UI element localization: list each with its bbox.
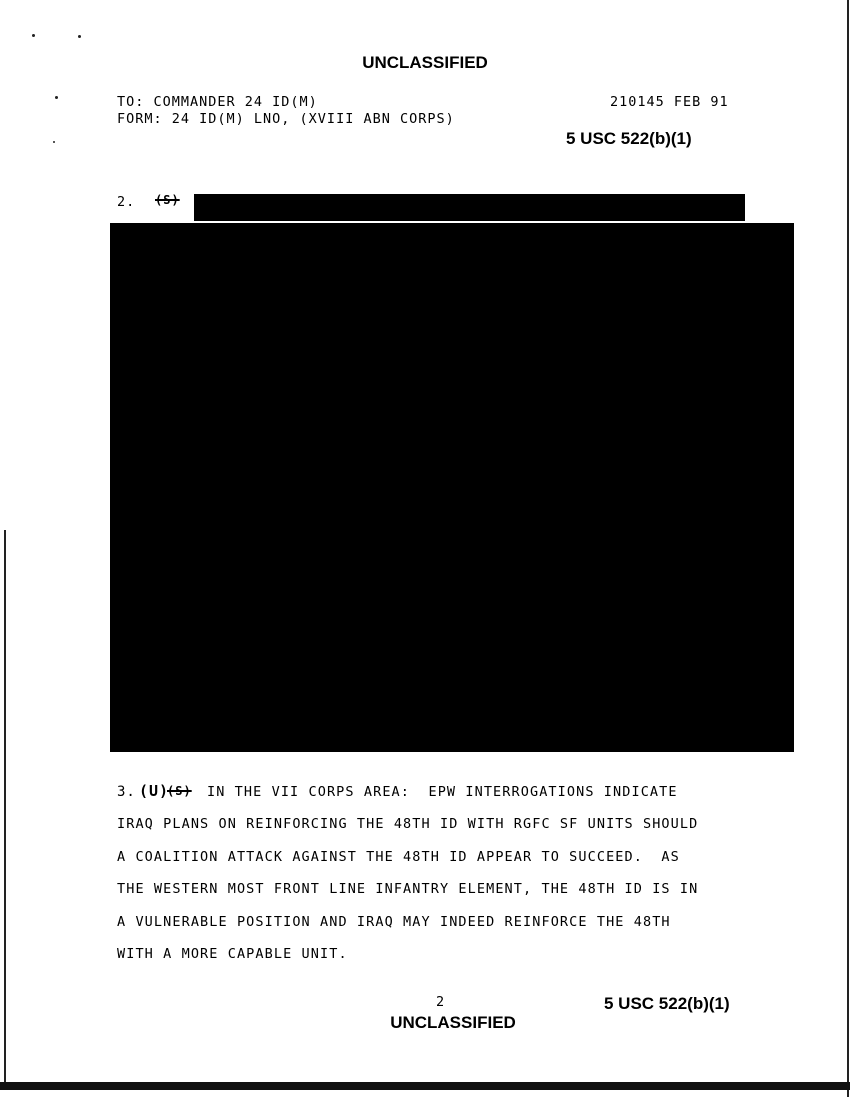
- scan-speck: [53, 141, 55, 143]
- scan-edge-bottom: [0, 1082, 850, 1090]
- classification-banner-top: UNCLASSIFIED: [362, 53, 488, 72]
- exemption-stamp-top: 5 USC 522(b)(1): [566, 129, 692, 148]
- para3-line: A VULNERABLE POSITION AND IRAQ MAY INDEED REINFORCE THE 48TH: [117, 914, 671, 930]
- page-number: 2: [436, 994, 446, 1010]
- scan-edge-left: [4, 530, 6, 1090]
- para3-line: A COALITION ATTACK AGAINST THE 48TH ID APPEAR TO SUCCEED. AS: [117, 849, 680, 865]
- para3-line: THE WESTERN MOST FRONT LINE INFANTRY ELEMENT, THE 48TH ID IS IN: [117, 881, 699, 897]
- para2-number: 2.: [117, 194, 136, 210]
- redaction-block-heading: [194, 194, 745, 221]
- para3-line: IN THE VII CORPS AREA: EPW INTERROGATIONS INDICATE: [207, 784, 678, 800]
- para3-line: WITH A MORE CAPABLE UNIT.: [117, 946, 348, 962]
- classification-banner-bottom: UNCLASSIFIED: [390, 1013, 516, 1032]
- scan-speck: [55, 96, 58, 99]
- from-line: FORM: 24 ID(M) LNO, (XVIII ABN CORPS): [117, 111, 455, 127]
- redaction-block-body: [110, 223, 794, 752]
- para2-struck-marking: (S): [155, 193, 180, 207]
- para3-line: IRAQ PLANS ON REINFORCING THE 48TH ID WITH RGFC SF UNITS SHOULD: [117, 816, 699, 832]
- exemption-stamp-bottom: 5 USC 522(b)(1): [604, 994, 730, 1013]
- to-line: TO: COMMANDER 24 ID(M): [117, 94, 318, 110]
- para3-struck-marking: (S): [167, 784, 192, 798]
- scan-speck: [32, 34, 35, 37]
- scan-speck: [78, 35, 81, 38]
- scan-edge-right: [847, 0, 849, 1097]
- para3-marking: (U): [139, 782, 170, 800]
- date-time-group: 210145 FEB 91: [610, 94, 729, 110]
- para3-number: 3.: [117, 784, 136, 800]
